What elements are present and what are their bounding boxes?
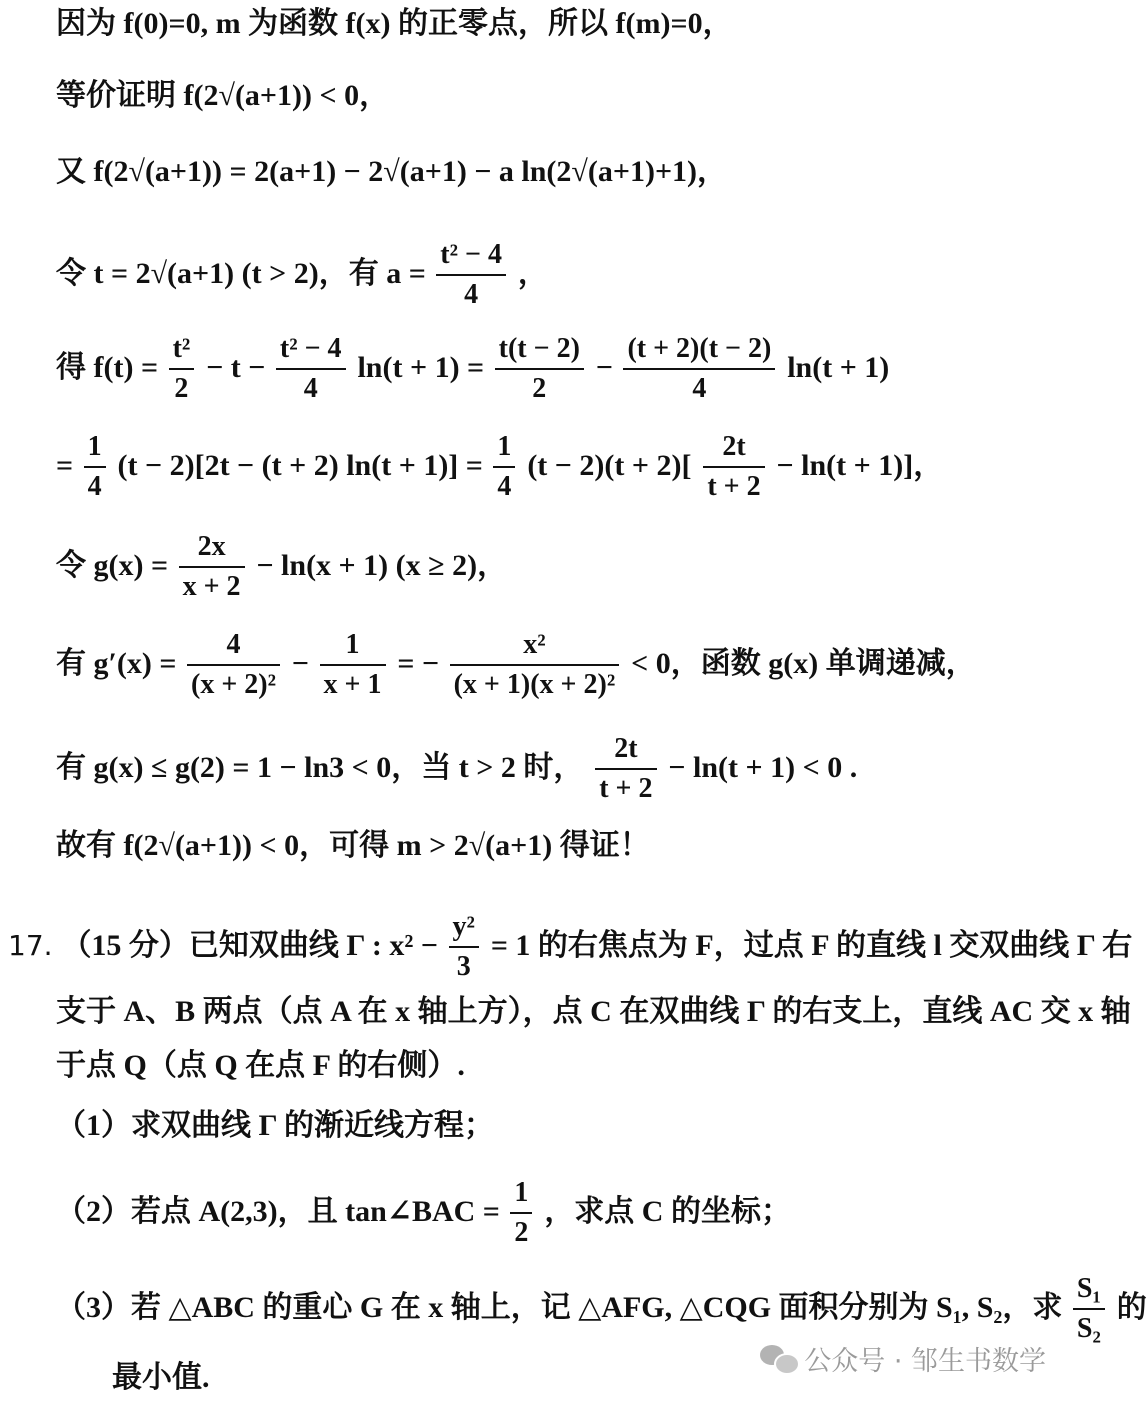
fraction-num: t(t − 2) — [495, 330, 584, 370]
watermark-text: 公众号 · 邹生书数学 — [804, 1346, 1046, 1377]
fraction-num: t² − 4 — [436, 236, 506, 276]
problem-number: 17. — [8, 929, 53, 962]
fraction — [510, 1174, 532, 1252]
fraction-num: 1 — [493, 428, 515, 468]
solution-line-6 — [56, 428, 943, 506]
fraction — [703, 428, 764, 506]
part3-text-b: 的 — [1116, 1291, 1147, 1324]
text-segment: ln(t + 1) = — [357, 351, 492, 384]
fraction-num: 2t — [595, 730, 656, 770]
fraction-num: 1 — [320, 626, 386, 666]
solution-line-2: 等价证明 f(2√(a+1)) < 0， — [56, 79, 390, 112]
problem-intro-a: （15 分）已知双曲线 Γ : x² − — [61, 929, 446, 962]
watermark — [760, 1339, 1046, 1378]
text-segment: (t − 2)(t + 2)[ — [527, 449, 692, 482]
fraction-num: t² − 4 — [276, 330, 346, 370]
problem-intro-b: = 1 的右焦点为 F，过点 F 的直线 l 交双曲线 Γ 右 — [490, 929, 1133, 962]
fraction-den: 4 — [303, 373, 318, 404]
line4-end: ， — [517, 257, 548, 290]
fraction-den: x + 1 — [323, 669, 382, 700]
fraction — [187, 626, 280, 704]
line9-text: 有 g(x) ≤ g(2) = 1 − ln3 < 0，当 t > 2 时， — [56, 751, 584, 784]
fraction-den: (x + 2)² — [191, 669, 277, 700]
text-segment: − ln(x + 1) (x ≥ 2)， — [256, 549, 508, 582]
line4-text: 令 t = 2√(a+1) (t > 2)，有 a = — [56, 257, 434, 290]
fraction — [495, 330, 584, 408]
text-segment: − ln(t + 1)]， — [776, 449, 944, 482]
solution-line-10: 故有 f(2√(a+1)) < 0，可得 m > 2√(a+1) 得证！ — [56, 829, 650, 862]
fraction-den: 4 — [497, 471, 512, 502]
text-segment: − — [595, 351, 621, 384]
fraction — [276, 330, 346, 408]
fraction-den: x + 2 — [182, 571, 241, 602]
problem-17-line-2: 支于 A、B 两点（点 A 在 x 轴上方），点 C 在双曲线 Γ 的右支上，直线 AC 交 x 轴 — [56, 995, 1131, 1028]
fraction — [84, 428, 106, 506]
fraction — [595, 730, 656, 808]
fraction-den: t + 2 — [707, 471, 761, 502]
fraction — [493, 428, 515, 506]
fraction-den: 2 — [514, 1217, 529, 1248]
fraction-num: 2t — [703, 428, 764, 468]
solution-line-1: 因为 f(0)=0, m 为函数 f(x) 的正零点，所以 f(m)=0， — [56, 7, 733, 40]
fraction — [449, 908, 479, 986]
fraction-den: 4 — [464, 279, 479, 310]
line7-text: 令 g(x) = — [56, 549, 176, 582]
fraction-den: S₂ — [1076, 1313, 1101, 1344]
problem-17-part-1: （1）求双曲线 Γ 的渐近线方程； — [56, 1109, 494, 1142]
fraction-den: 2 — [532, 373, 547, 404]
fraction — [623, 330, 775, 408]
fraction — [450, 626, 620, 704]
wechat-icon — [760, 1343, 798, 1375]
text-segment: ln(t + 1) — [787, 351, 890, 384]
fraction-num: 1 — [84, 428, 106, 468]
fraction-num: x² — [450, 626, 620, 666]
solution-line-4 — [56, 236, 548, 314]
fraction-a — [436, 236, 506, 314]
fraction-num: t² — [169, 330, 195, 370]
problem-17-line-1 — [8, 908, 1132, 986]
fraction-num: S₁ — [1073, 1270, 1105, 1310]
fraction-num: 4 — [187, 626, 280, 666]
problem-17-part-3-end: 最小值. — [112, 1361, 210, 1394]
part2-text-a: （2）若点 A(2,3)，且 tan∠BAC = — [56, 1195, 508, 1228]
fraction-num: y² — [449, 908, 479, 948]
problem-17-line-3: 于点 Q（点 Q 在点 F 的右侧）. — [56, 1049, 465, 1082]
fraction-den: 4 — [692, 373, 707, 404]
text-segment: − t − — [206, 351, 273, 384]
text-segment: = − — [397, 647, 447, 680]
text-segment: (t − 2)[2t − (t + 2) ln(t + 1)] = — [117, 449, 491, 482]
solution-line-9 — [56, 730, 857, 808]
fraction — [1073, 1270, 1105, 1348]
text-segment: < 0，函数 g(x) 单调递减， — [631, 647, 976, 680]
solution-line-3: 又 f(2√(a+1)) = 2(a+1) − 2√(a+1) − a ln(2√(a+1)+1)， — [56, 155, 728, 188]
solution-line-7 — [56, 528, 507, 606]
fraction-num: 2x — [179, 528, 245, 568]
text-segment: − — [291, 647, 317, 680]
fraction-num: 1 — [510, 1174, 532, 1214]
line5-text: 得 f(t) = — [56, 351, 166, 384]
part2-text-b: ，求点 C 的坐标； — [544, 1195, 791, 1228]
text-segment: − ln(t + 1) < 0 . — [668, 751, 858, 784]
fraction — [179, 528, 245, 606]
fraction-den: 3 — [456, 951, 471, 982]
solution-line-8 — [56, 626, 976, 704]
solution-line-5 — [56, 330, 889, 408]
fraction — [320, 626, 386, 704]
fraction-num: (t + 2)(t − 2) — [623, 330, 775, 370]
problem-17-part-2 — [56, 1174, 791, 1252]
line6-text: = — [56, 449, 81, 482]
fraction-den: (x + 1)(x + 2)² — [453, 669, 616, 700]
fraction — [169, 330, 195, 408]
fraction-den: 2 — [174, 373, 189, 404]
part3-text-a: （3）若 △ABC 的重心 G 在 x 轴上，记 △AFG, △CQG 面积分别为 S₁, S₂，求 — [56, 1291, 1070, 1324]
fraction-den: 4 — [87, 471, 102, 502]
line8-text: 有 g′(x) = — [56, 647, 185, 680]
fraction-den: t + 2 — [599, 773, 653, 804]
problem-17-part-3 — [56, 1270, 1147, 1348]
